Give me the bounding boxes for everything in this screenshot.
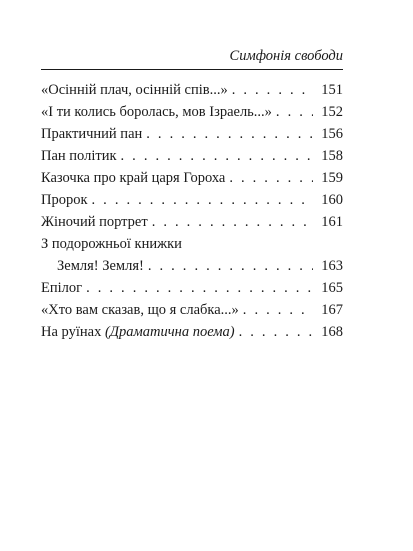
toc-entry-title: Земля! Земля! <box>57 258 144 274</box>
toc-entry <box>41 123 343 145</box>
toc-entry-title: Жіночий портрет <box>41 214 148 230</box>
toc-entry-page: 151 <box>321 82 343 98</box>
dot-leader <box>232 79 313 101</box>
dot-leader <box>276 101 313 123</box>
dot-leader <box>146 123 313 145</box>
toc-entry-page: 158 <box>321 148 343 164</box>
toc-entry-title-main: На руїнах <box>41 324 102 340</box>
toc-entry-page: 168 <box>321 324 343 340</box>
toc-entry-page: 165 <box>321 280 343 296</box>
toc-sub-entry <box>57 255 343 277</box>
toc-entry-page: 167 <box>321 302 343 318</box>
dot-leader <box>152 211 313 233</box>
toc-entry <box>41 189 343 211</box>
toc-entry <box>41 299 343 321</box>
toc-entry-page: 152 <box>321 104 343 120</box>
toc-entry-page: 160 <box>321 192 343 208</box>
toc-entry-page: 163 <box>321 258 343 274</box>
toc-entry-page: 159 <box>321 170 343 186</box>
toc-entry <box>41 145 343 167</box>
toc-entry-title: Пан політик <box>41 148 117 164</box>
dot-leader <box>243 299 313 321</box>
dot-leader <box>239 321 313 343</box>
toc-entry-title: «Осінній плач, осінній спів...» <box>41 82 228 98</box>
toc-entry-title: «Хто вам сказав, що я слабка...» <box>41 302 239 318</box>
toc-entry-page: 161 <box>321 214 343 230</box>
toc-section-heading: З подорожньої книжки <box>41 236 182 252</box>
toc-entry-title: Епілог <box>41 280 83 296</box>
toc-entry-title <box>41 321 235 343</box>
dot-leader <box>148 255 313 277</box>
dot-leader <box>121 145 313 167</box>
toc-entry-title: Пророк <box>41 192 88 208</box>
toc-entry-title: Казочка про край царя Гороха <box>41 170 226 186</box>
toc-entry <box>41 167 343 189</box>
toc-entry-subtitle: (Драматична поема) <box>104 324 235 340</box>
dot-leader <box>229 167 313 189</box>
toc-entry <box>41 101 343 123</box>
toc-entry <box>41 321 343 343</box>
dot-leader <box>86 277 313 299</box>
toc-entry-title: Практичний пан <box>41 126 143 142</box>
toc-entry-title: «І ти колись боролась, мов Ізраель...» <box>41 104 272 120</box>
dot-leader <box>92 189 313 211</box>
toc-entry <box>41 211 343 233</box>
toc-entry-page: 156 <box>321 126 343 142</box>
toc-entry <box>41 277 343 299</box>
header-rule <box>41 69 343 70</box>
toc-entry <box>41 79 343 101</box>
running-head: Симфонія свободи <box>229 48 343 64</box>
